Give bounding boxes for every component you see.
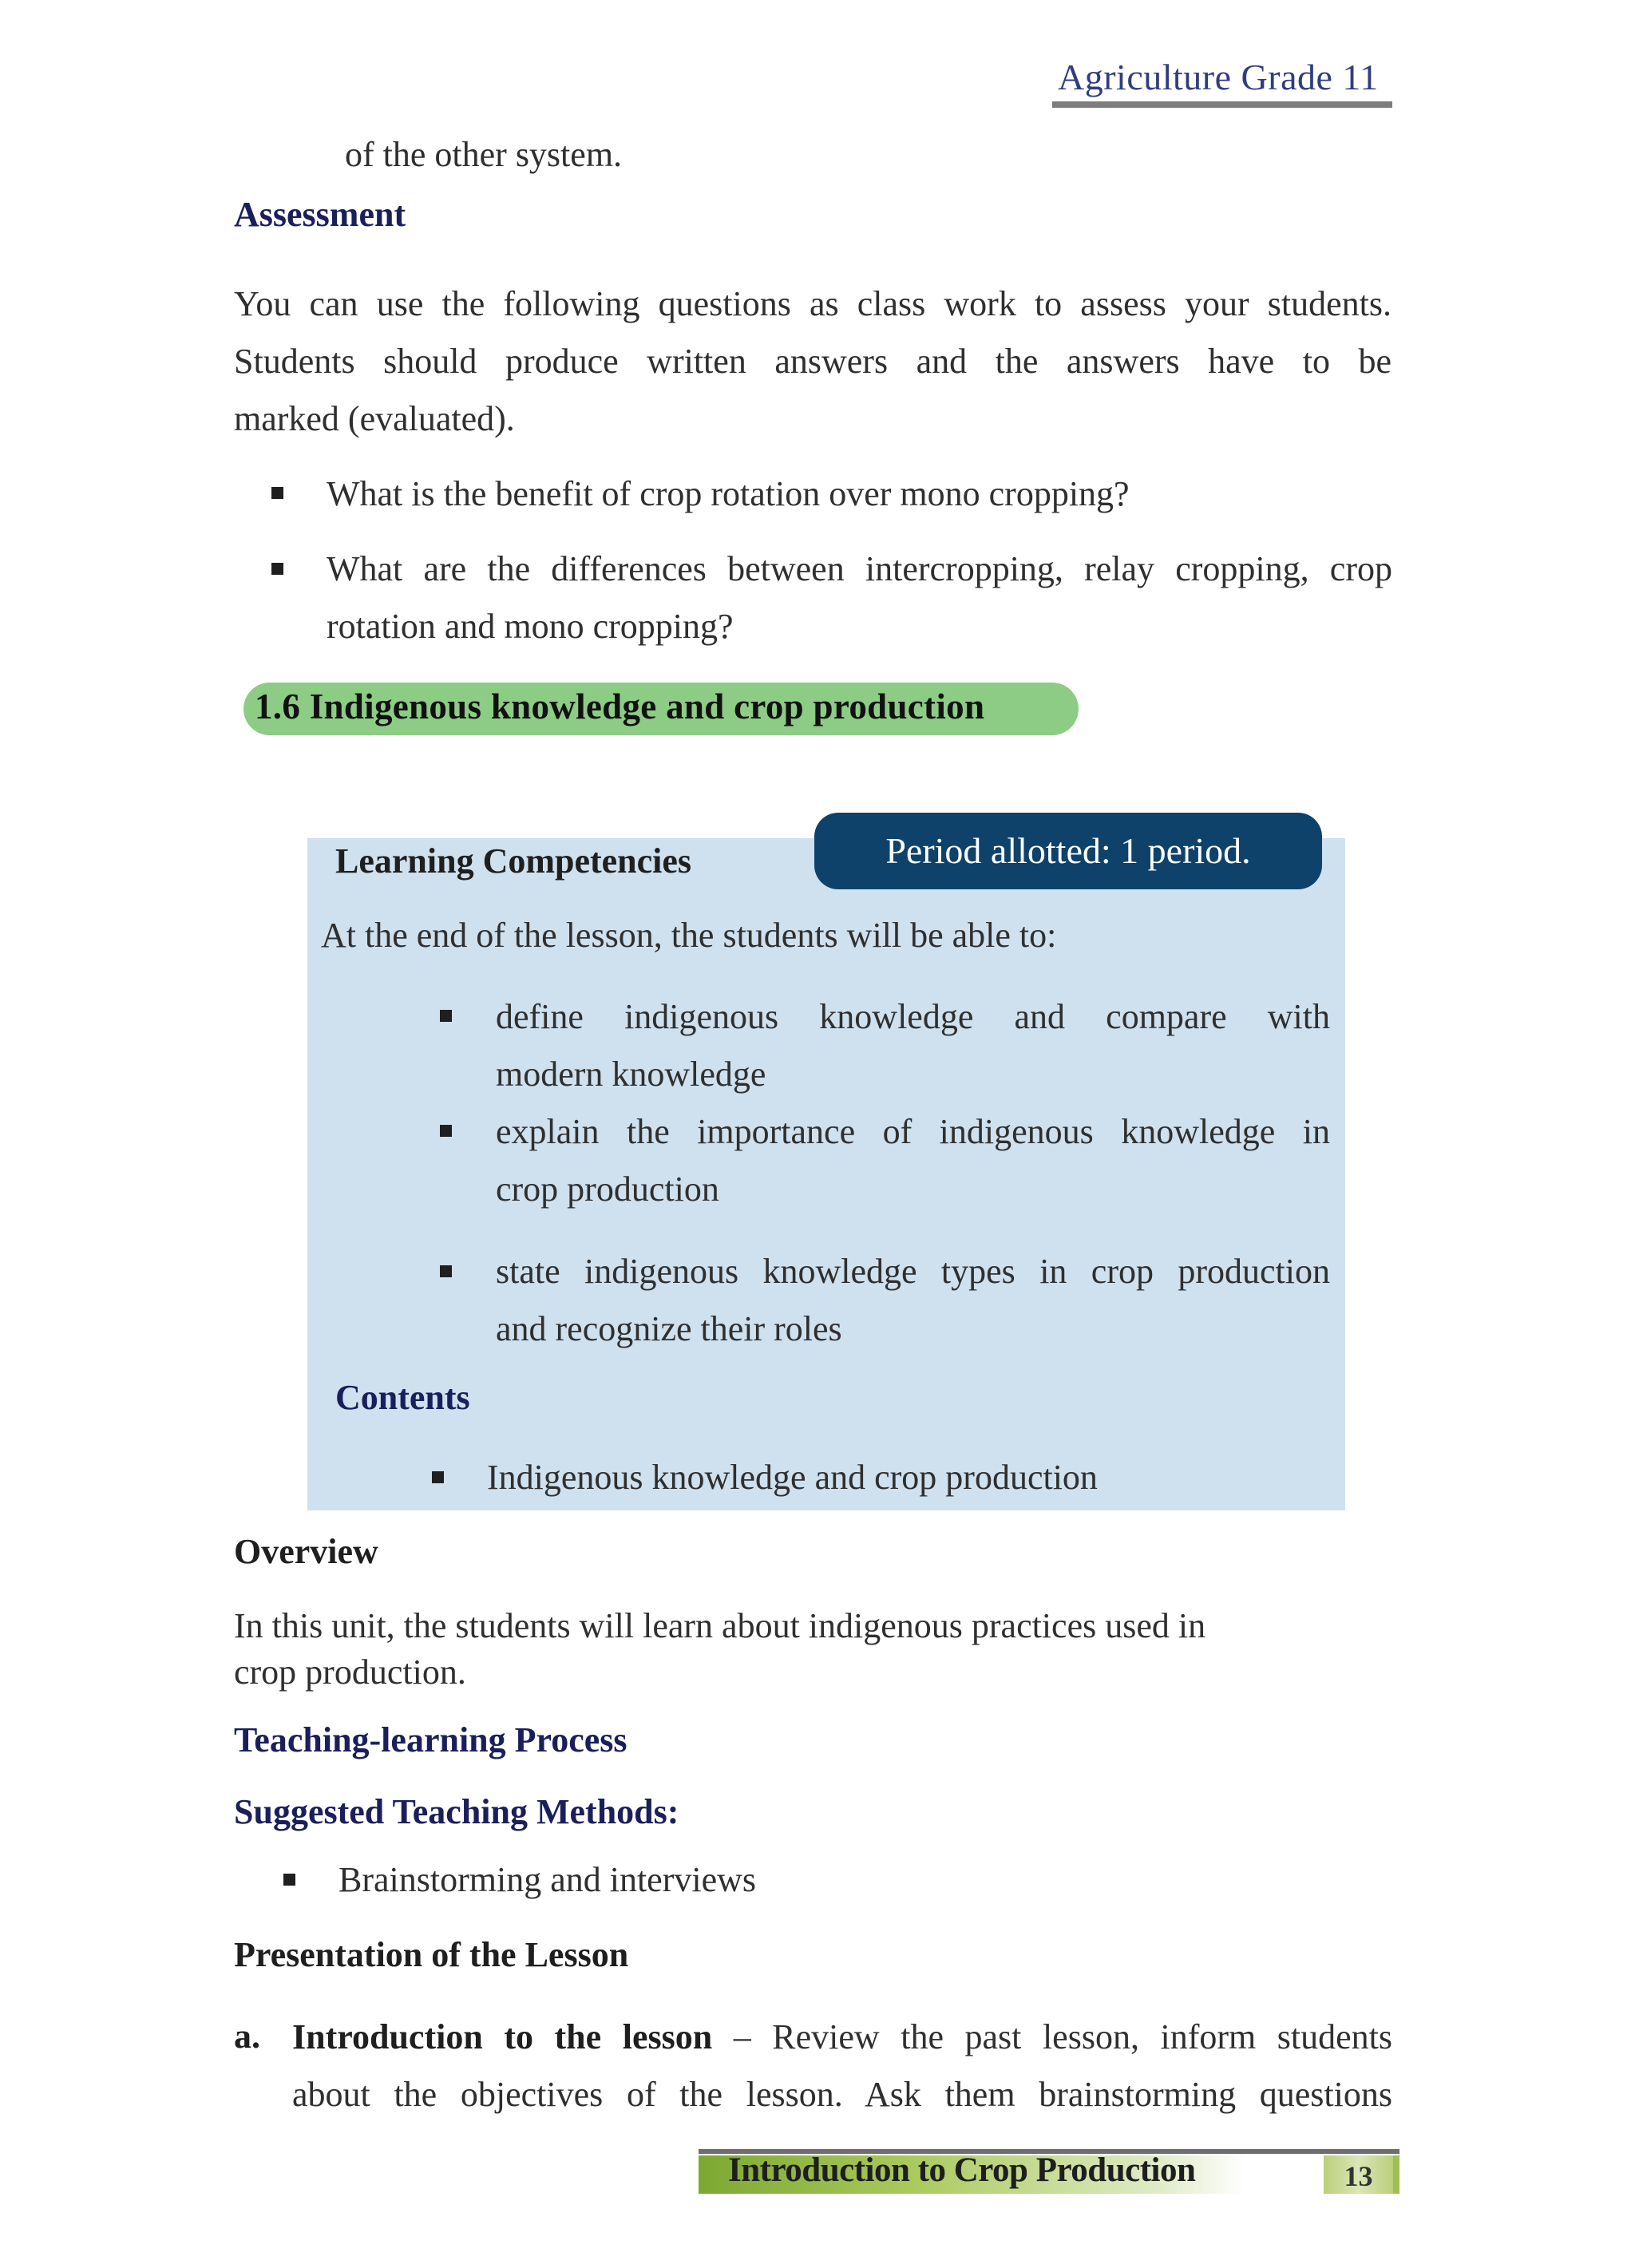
bullet-square-icon xyxy=(440,1125,452,1137)
competency-line: modern knowledge xyxy=(496,1055,766,1094)
question-item xyxy=(327,540,1392,655)
competency-line: crop production xyxy=(496,1170,719,1209)
bullet-square-icon xyxy=(440,1265,452,1277)
competencies-intro: At the end of the lesson, the students will be able to: xyxy=(321,916,1057,955)
assessment-paragraph xyxy=(234,275,1392,448)
footer-chapter-title: Introduction to Crop Production xyxy=(728,2151,1196,2189)
paragraph-line: marked (evaluated). xyxy=(234,399,515,438)
presentation-heading: Presentation of the Lesson xyxy=(234,1935,629,1974)
bullet-square-icon xyxy=(432,1471,444,1483)
paragraph-line: Students should produce written answers and the answers have to be xyxy=(234,342,1392,381)
overview-line: crop production. xyxy=(234,1653,466,1692)
header-rule xyxy=(1052,101,1392,108)
question-line: What are the differences between intercropping, relay cropping, crop xyxy=(327,549,1392,588)
method-item: Brainstorming and interviews xyxy=(338,1860,757,1899)
period-allotted-badge: Period allotted: 1 period. xyxy=(814,813,1322,889)
competency-line: define indigenous knowledge and compare with xyxy=(496,997,1330,1036)
page-number: 13 xyxy=(1344,2160,1373,2192)
bullet-square-icon xyxy=(271,563,283,575)
teaching-methods-heading: Suggested Teaching Methods: xyxy=(234,1792,679,1831)
contents-item: Indigenous knowledge and crop production xyxy=(487,1458,1098,1497)
continuation-text: of the other system. xyxy=(345,135,623,174)
step-text: – Review the past lesson, inform students xyxy=(712,2017,1393,2056)
step-marker: a. xyxy=(234,2017,260,2056)
question-line: What is the benefit of crop rotation over mono cropping? xyxy=(327,474,1130,513)
question-line: rotation and mono cropping? xyxy=(327,607,734,646)
competency-line: and recognize their roles xyxy=(496,1309,842,1348)
step-a-paragraph xyxy=(292,2009,1392,2124)
competency-line: explain the importance of indigenous knowledge in xyxy=(496,1112,1330,1151)
contents-heading: Contents xyxy=(335,1378,470,1417)
overview-heading: Overview xyxy=(234,1532,378,1571)
bullet-square-icon xyxy=(283,1874,295,1886)
competency-item xyxy=(496,988,1330,1103)
step-line: about the objectives of the lesson. Ask them brainstorming questions xyxy=(292,2075,1392,2114)
section-title: 1.6 Indigenous knowledge and crop production xyxy=(255,687,985,726)
learning-competencies-heading: Learning Competencies xyxy=(335,841,692,881)
overview-line: In this unit, the students will learn about indigenous practices used in xyxy=(234,1606,1206,1645)
assessment-heading: Assessment xyxy=(234,195,406,234)
competency-line: state indigenous knowledge types in crop production xyxy=(496,1252,1330,1291)
question-item xyxy=(327,465,1392,523)
teaching-process-heading: Teaching-learning Process xyxy=(234,1720,627,1759)
bullet-square-icon xyxy=(440,1010,452,1022)
competency-item xyxy=(496,1243,1330,1358)
competency-item xyxy=(496,1103,1330,1218)
paragraph-line: You can use the following questions as class work to assess your students. xyxy=(234,284,1392,323)
step-line xyxy=(292,2009,1392,2066)
overview-paragraph xyxy=(234,1603,1205,1696)
bullet-square-icon xyxy=(271,487,283,499)
running-header: Agriculture Grade 11 xyxy=(1058,57,1379,97)
section-title-pill xyxy=(243,683,1079,735)
step-title: Introduction to the lesson xyxy=(292,2017,713,2056)
